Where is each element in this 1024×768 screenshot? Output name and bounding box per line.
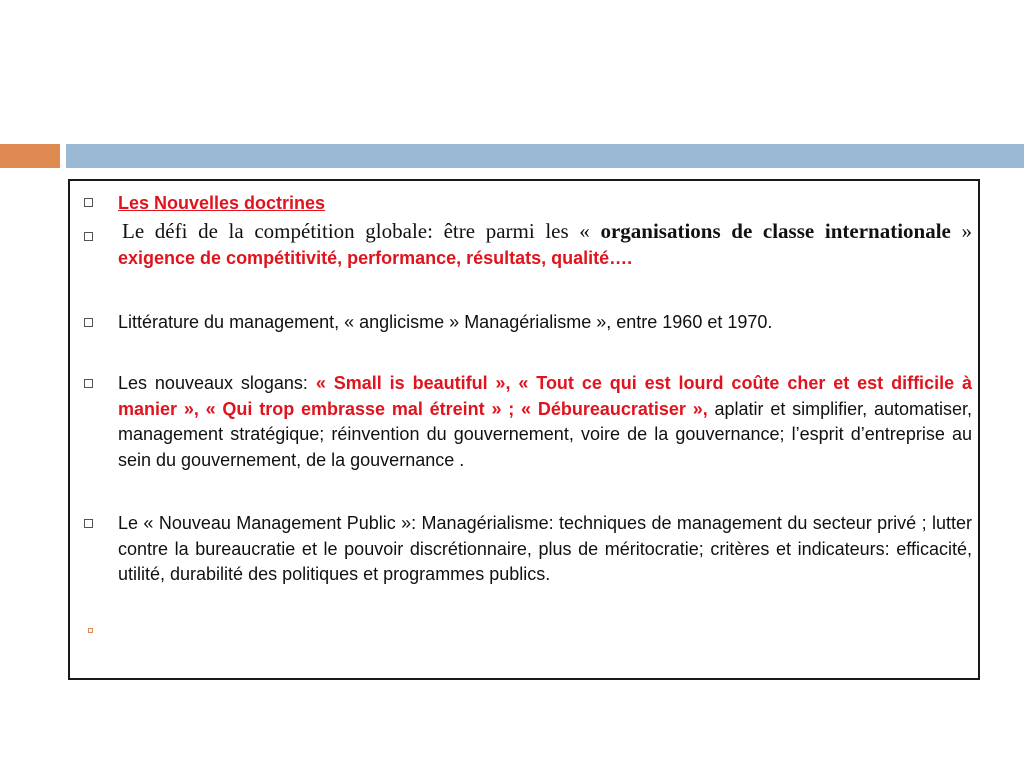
paragraph-global-competition xyxy=(118,219,972,271)
text-span: organisations de classe internationale xyxy=(600,219,951,243)
text-span: « Small is beautiful », « Tout ce qui est lourd coûte cher et est difficile à manier », « Qui trop embrasse mal étreint » ; « Débureaucratiser », xyxy=(118,373,972,419)
square-bullet-icon xyxy=(84,318,93,327)
square-bullet-icon xyxy=(84,198,93,207)
text-span: Les nouveaux slogans: xyxy=(118,373,316,393)
text-span: Le défi de la compétition globale: être parmi les « xyxy=(122,219,601,243)
text-span: Littérature du management, « anglicisme » Managérialisme », entre 1960 et 1970. xyxy=(118,312,773,332)
text-span: » xyxy=(950,219,973,243)
paragraph-management-literature xyxy=(118,310,972,336)
small-square-bullet-icon xyxy=(88,628,93,633)
square-bullet-icon xyxy=(84,232,93,241)
paragraph-new-public-management xyxy=(118,511,972,588)
slide-title xyxy=(118,191,972,217)
slide-title-text: Les Nouvelles doctrines xyxy=(118,193,326,213)
paragraph-new-slogans xyxy=(118,371,972,473)
square-bullet-icon xyxy=(84,519,93,528)
text-span: exigence de compétitivité, performance, résultats, qualité…. xyxy=(118,247,633,268)
orange-accent-bar xyxy=(0,144,60,168)
text-span: aplatir et simplifier, automatiser, management stratégique; réinvention du gouvernement, voire de la gouvernance; l’esprit d’entreprise au sein du gouvernement, de la gouvernance . xyxy=(118,398,972,470)
square-bullet-icon xyxy=(84,379,93,388)
text-span: Le « Nouveau Management Public »: Managérialisme: techniques de management du secteur privé ; lutter contre la bureaucratie et le pouvoir discrétionnaire, plus de méritocratie; critères et indicateurs: efficacité, utilité, durabilité des politiques et programmes publics. xyxy=(118,513,972,584)
blue-header-bar xyxy=(66,144,1024,168)
content-box xyxy=(68,179,980,680)
